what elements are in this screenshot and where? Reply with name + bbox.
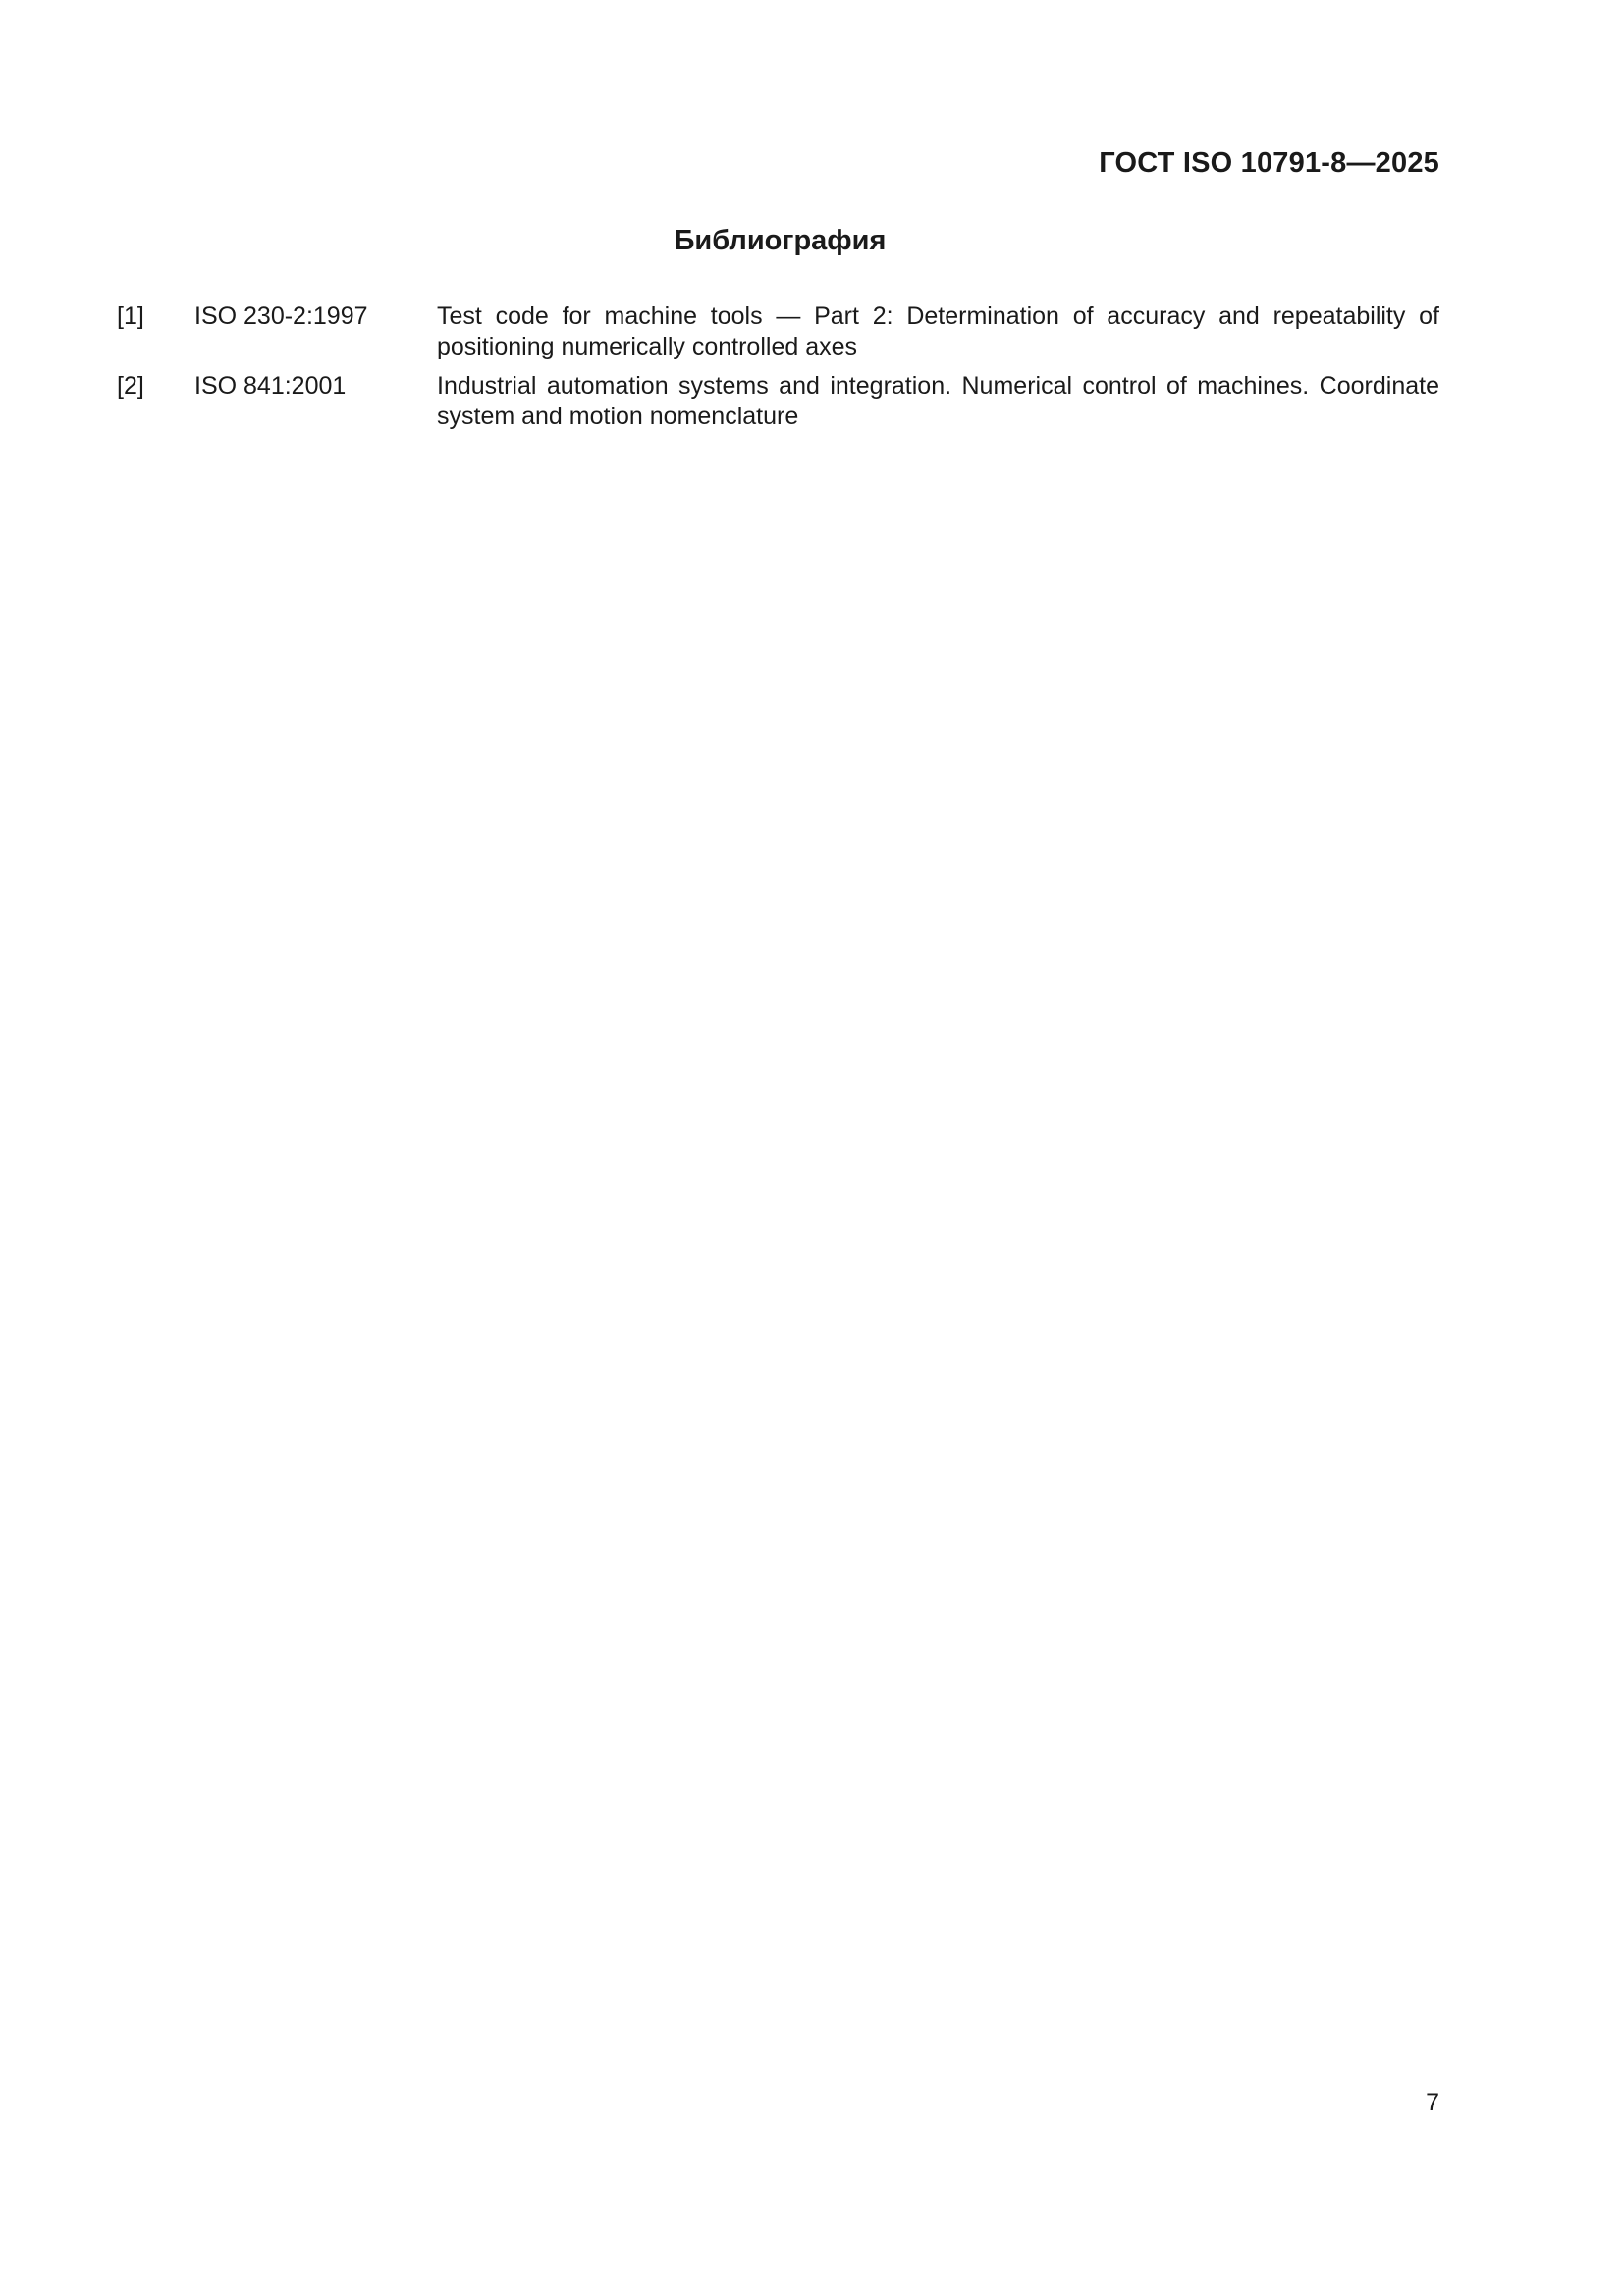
section-title: Библиография bbox=[674, 225, 887, 256]
bibliography-entry bbox=[117, 301, 1439, 362]
bibliography-entry-number: [2] bbox=[117, 372, 144, 400]
bibliography-entry-number: [1] bbox=[117, 302, 144, 330]
bibliography-entry-title: Test code for machine tools — Part 2: Determination of accuracy and repeatability of positioning numerically controlled axes bbox=[437, 302, 1439, 360]
bibliography-entry-code: ISO 841:2001 bbox=[194, 372, 347, 400]
bibliography-entry-title: Industrial automation systems and integration. Numerical control of machines. Coordinate system and motion nomenclature bbox=[437, 372, 1439, 430]
page-number: 7 bbox=[1426, 2089, 1439, 2116]
bibliography-list bbox=[117, 301, 1439, 441]
bibliography-entry bbox=[117, 371, 1439, 432]
document-code-header: ГОСТ ISO 10791-8—2025 bbox=[1099, 147, 1439, 179]
bibliography-entry-code: ISO 230-2:1997 bbox=[194, 302, 368, 330]
